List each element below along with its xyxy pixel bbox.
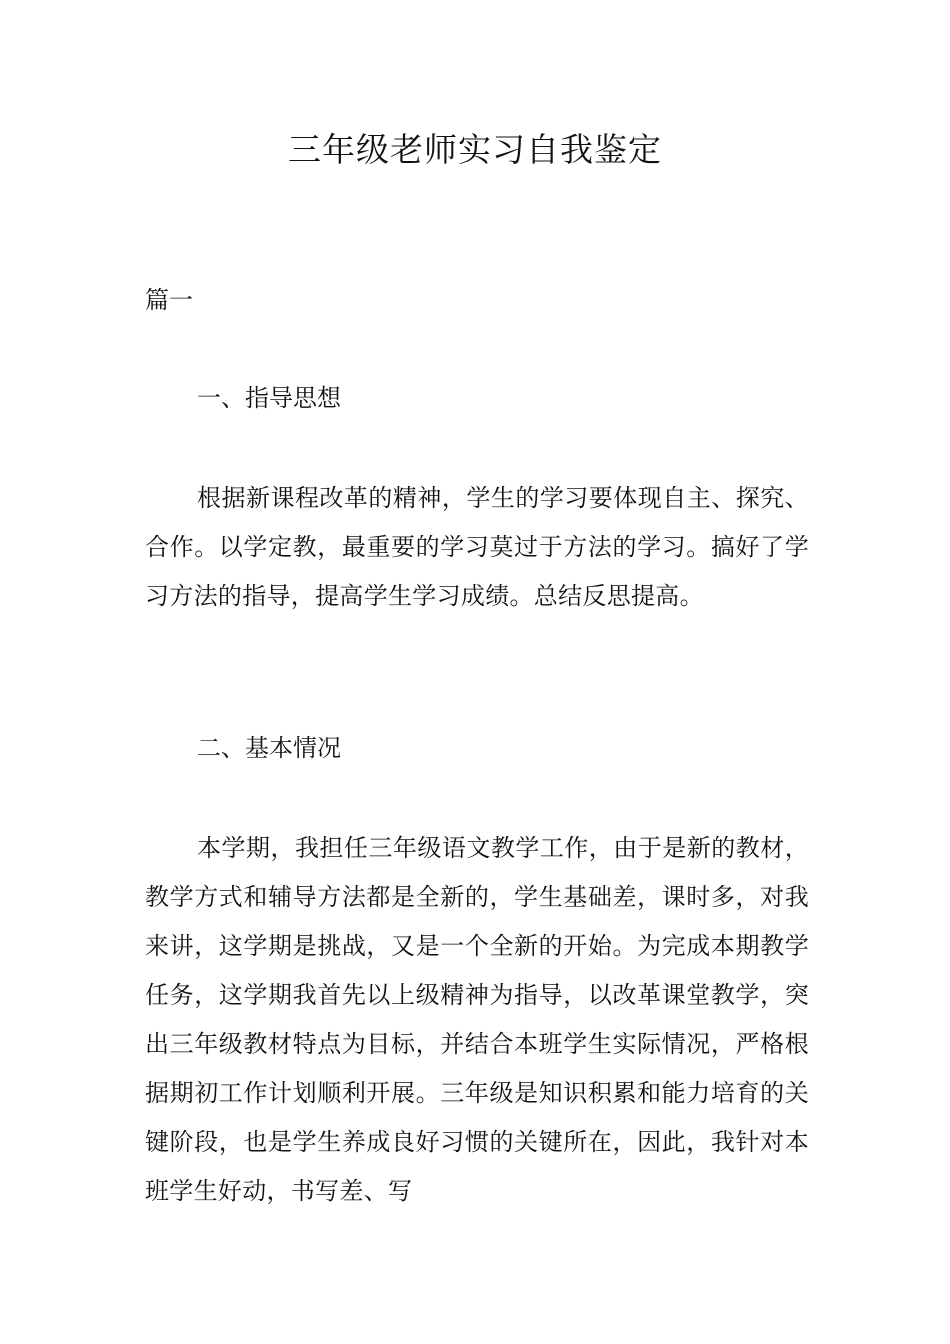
section-label: 篇一	[145, 286, 193, 314]
heading-guiding-thought: 一、指导思想	[197, 384, 341, 412]
paragraph-basic-situation: 本学期，我担任三年级语文教学工作，由于是新的教材，教学方式和辅导方法都是全新的，学生基础差，课时多，对我来讲，这学期是挑战，又是一个全新的开始。为完成本期教学任务，这学期我首先以上级精神为指导，以改革课堂教学，突出三年级教材特点为目标，并结合本班学生实际情况，严格根据期初工作计划顺利开展。三年级是知识积累和能力培育的关键阶段，也是学生养成良好习惯的关键所在，因此，我针对本班学生好动，书写差、写	[145, 834, 809, 1205]
paragraph-guiding-thought: 根据新课程改革的精神，学生的学习要体现自主、探究、合作。以学定教，最重要的学习莫过于方法的学习。搞好了学习方法的指导，提高学生学习成绩。总结反思提高。	[145, 484, 809, 610]
heading-basic-situation: 二、基本情况	[197, 734, 341, 762]
document-title: 三年级老师实习自我鉴定	[288, 130, 662, 169]
